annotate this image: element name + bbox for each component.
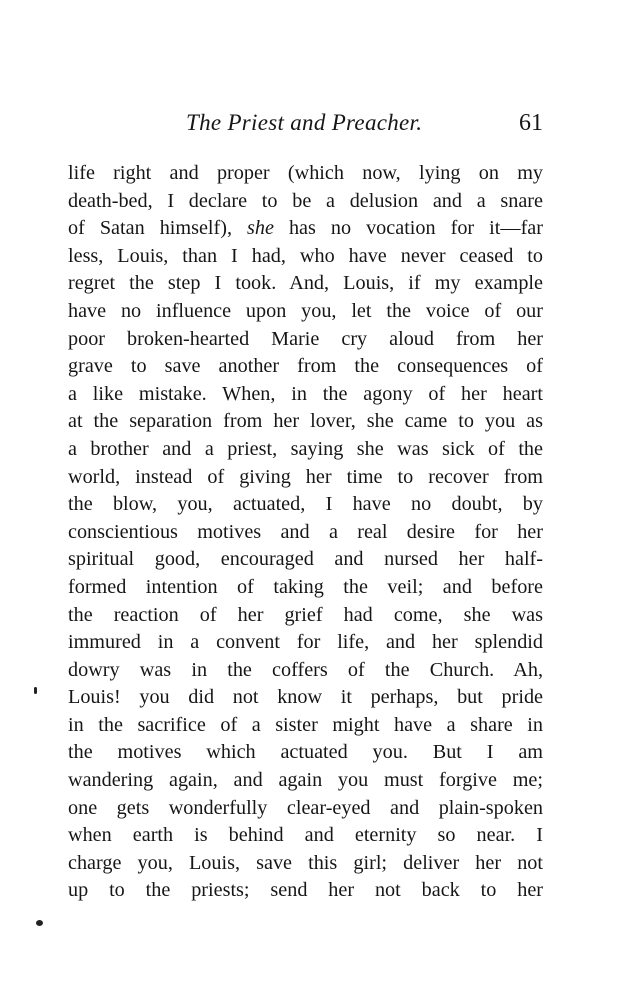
text-line: world, instead of giving her time to recover from [68, 465, 543, 488]
text-line: immured in a convent for life, and her splendid [68, 631, 543, 654]
running-head [68, 110, 543, 144]
text-line: up to the priests; send her not back to her [68, 879, 543, 902]
text-line: the reaction of her grief had come, she was [68, 603, 543, 626]
text-line: the motives which actuated you. But I am [68, 741, 543, 764]
scan-speck [36, 920, 43, 926]
text-line: the blow, you, actuated, I have no doubt, by [68, 493, 543, 516]
scan-speck [34, 687, 37, 694]
text-line: a like mistake. When, in the agony of her heart [68, 382, 543, 405]
text-line: life right and proper (which now, lying on my [68, 162, 543, 184]
text-line: poor broken-hearted Marie cry aloud from her [68, 327, 543, 350]
text-line: charge you, Louis, save this girl; deliver her not [68, 851, 543, 874]
body-text [68, 160, 543, 905]
page-number: 61 [519, 110, 543, 136]
text-line: at the separation from her lover, she came to you as [68, 410, 543, 433]
text-line: conscientious motives and a real desire for her [68, 520, 543, 543]
text-line: Louis! you did not know it perhaps, but pride [68, 686, 543, 709]
text-line: formed intention of taking the veil; and before [68, 575, 543, 598]
emphasized-word: she [247, 217, 274, 240]
text-line: regret the step I took. And, Louis, if my example [68, 272, 543, 295]
text-line: grave to save another from the consequences of [68, 355, 543, 378]
text-line: a brother and a priest, saying she was sick of the [68, 437, 543, 460]
chapter-running-title: The Priest and Preacher. [186, 110, 423, 135]
text-line: spiritual good, encouraged and nursed her half- [68, 548, 543, 571]
text-line: one gets wonderfully clear-eyed and plain-spoken [68, 796, 543, 819]
text-line: in the sacrifice of a sister might have a share in [68, 713, 543, 736]
text-line: death-bed, I declare to be a delusion and a snare [68, 189, 543, 212]
text-line: wandering again, and again you must forgive me; [68, 769, 543, 792]
text-line: have no influence upon you, let the voice of our [68, 299, 543, 322]
text-line: dowry was in the coffers of the Church. Ah, [68, 658, 543, 681]
text-line: when earth is behind and eternity so near. I [68, 824, 543, 847]
text-line: less, Louis, than I had, who have never ceased to [68, 244, 543, 267]
text-line: of Satan himself), she has no vocation for it—far [68, 217, 543, 240]
